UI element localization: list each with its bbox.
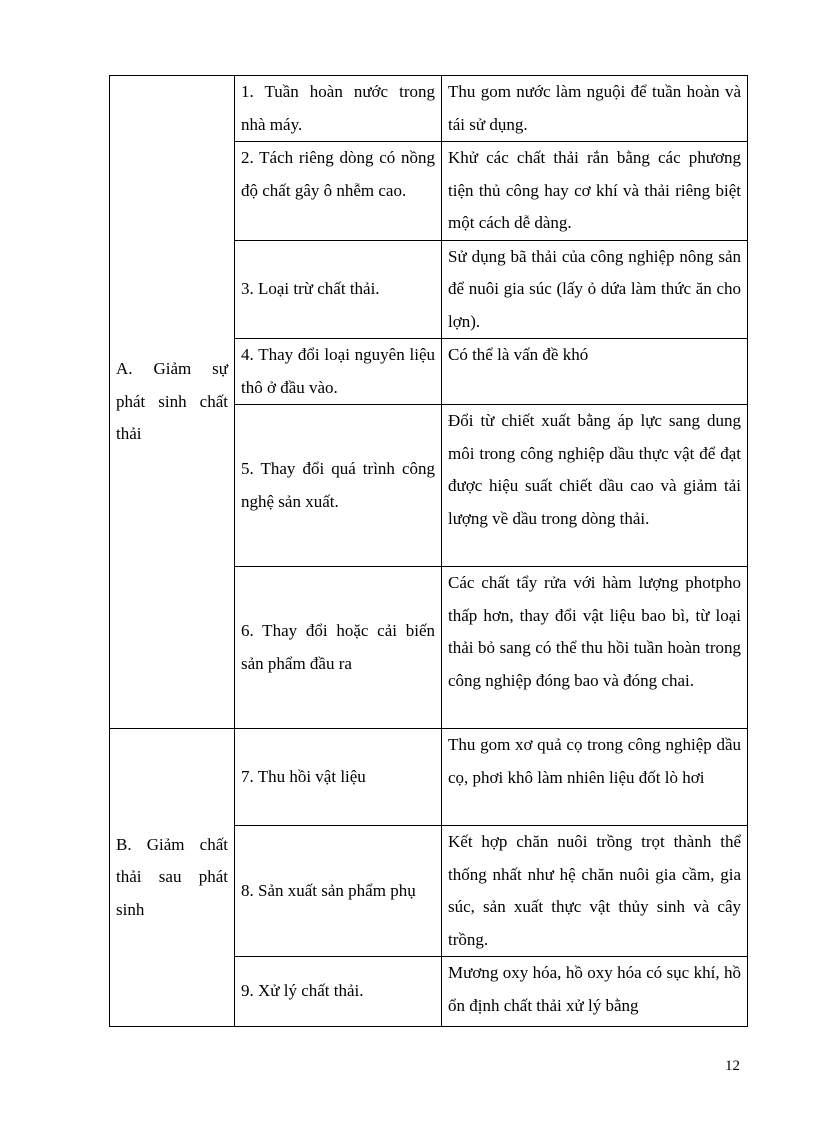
example-cell: Khử các chất thải rắn bằng các phương tiện thủ công hay cơ khí và thải riêng biệt một cách dễ dàng. (442, 142, 748, 241)
measure-cell: 5. Thay đổi quá trình công nghệ sản xuất. (235, 405, 442, 567)
table-row (110, 76, 748, 142)
measure-cell: 6. Thay đổi hoặc cải biến sản phẩm đầu ra (235, 567, 442, 729)
example-cell: Kết hợp chăn nuôi trồng trọt thành thể thống nhất như hệ chăn nuôi gia cầm, gia súc, sản xuất thực vật thủy sinh và cây trồng. (442, 826, 748, 957)
measure-cell: 4. Thay đổi loại nguyên liệu thô ở đầu vào. (235, 339, 442, 405)
example-cell: Có thể là vấn đề khó (442, 339, 748, 405)
measure-cell: 8. Sản xuất sản phẩm phụ (235, 826, 442, 957)
example-cell: Đổi từ chiết xuất bằng áp lực sang dung môi trong công nghiệp dầu thực vật để đạt được hiệu suất chiết dầu cao và giảm tải lượng về dầu trong dòng thải. (442, 405, 748, 567)
group-label-a: A. Giảm sự phát sinh chất thải (110, 76, 235, 729)
example-cell: Các chất tẩy rửa với hàm lượng photpho thấp hơn, thay đổi vật liệu bao bì, từ loại thải bỏ sang có thể thu hồi tuần hoàn trong công nghiệp đóng bao và đóng chai. (442, 567, 748, 729)
measure-cell: 1. Tuần hoàn nước trong nhà máy. (235, 76, 442, 142)
example-cell: Thu gom nước làm nguội để tuần hoàn và tái sử dụng. (442, 76, 748, 142)
example-cell: Thu gom xơ quả cọ trong công nghiệp dầu cọ, phơi khô làm nhiên liệu đốt lò hơi (442, 729, 748, 826)
example-cell: Mương oxy hóa, hồ oxy hóa có sục khí, hồ ổn định chất thải xử lý bằng (442, 957, 748, 1027)
measure-cell: 2. Tách riêng dòng có nồng độ chất gây ô nhễm cao. (235, 142, 442, 241)
page-number: 12 (725, 1058, 740, 1074)
table-row (110, 729, 748, 826)
measure-cell: 3. Loại trừ chất thải. (235, 240, 442, 339)
measure-cell: 7. Thu hồi vật liệu (235, 729, 442, 826)
group-label-b: B. Giảm chất thải sau phát sinh (110, 729, 235, 1027)
measure-cell: 9. Xử lý chất thải. (235, 957, 442, 1027)
example-cell: Sử dụng bã thải của công nghiệp nông sản để nuôi gia súc (lấy ỏ dứa làm thức ăn cho lợn). (442, 240, 748, 339)
waste-reduction-table (109, 75, 748, 1027)
